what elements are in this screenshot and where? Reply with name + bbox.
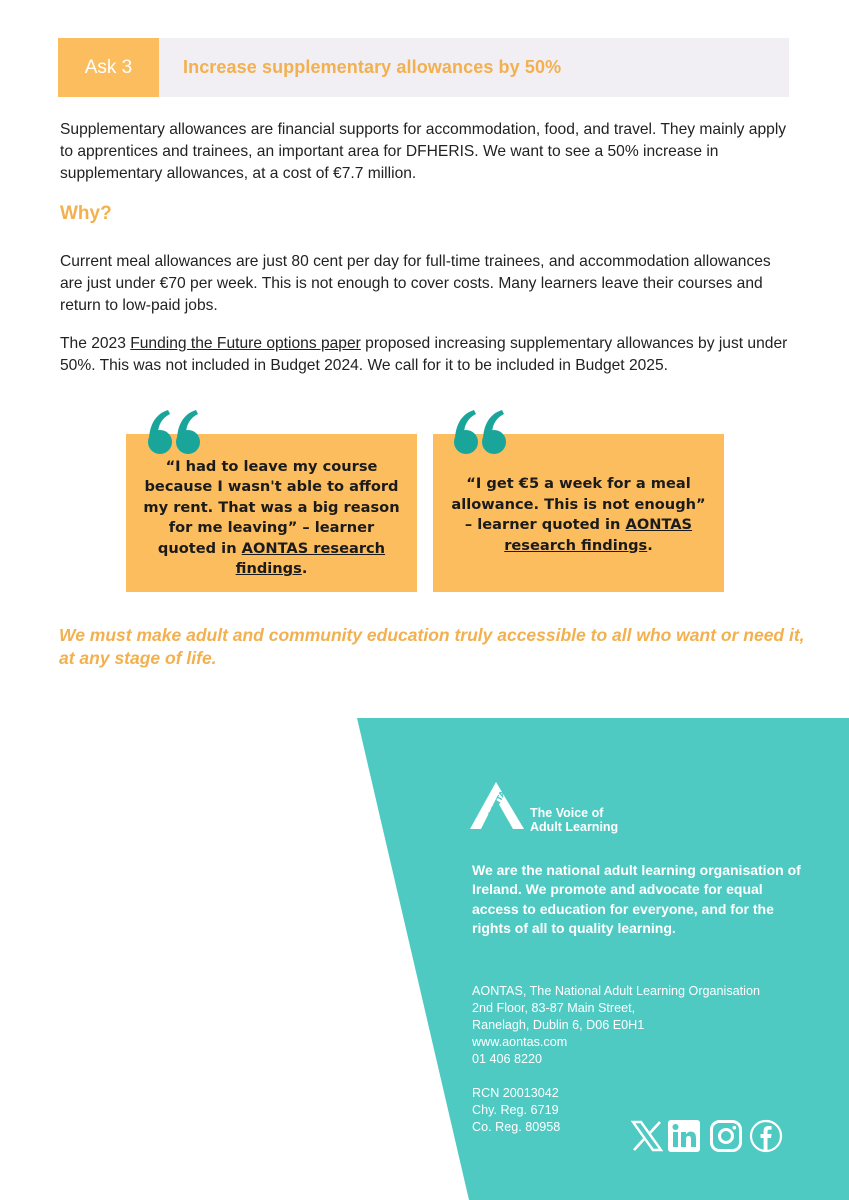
charity-reg: Chy. Reg. 6719: [472, 1103, 559, 1117]
address-line: AONTAS, The National Adult Learning Organisation: [472, 984, 760, 998]
quote-1-end: .: [301, 560, 308, 577]
instagram-icon[interactable]: [709, 1119, 743, 1153]
registration-block: [472, 1085, 560, 1136]
logo-word: AONTAS: [485, 784, 510, 819]
quote-2-end: .: [647, 536, 653, 554]
company-reg: Co. Reg. 80958: [472, 1120, 561, 1134]
quote-1-text: “I had to leave my course because I wasn't able to afford my rent. That was a big reason for me leaving” – learner quoted in: [143, 457, 400, 557]
aontas-research-link-1[interactable]: AONTAS research findings: [235, 539, 386, 577]
phone-number: 01 406 8220: [472, 1052, 543, 1066]
tagline-line-2: Adult Learning: [530, 820, 619, 834]
aontas-research-link-2[interactable]: AONTAS research findings: [504, 516, 693, 554]
quote-mark-icon: [146, 408, 206, 456]
logo-tagline: [530, 806, 618, 834]
address-line: 2nd Floor, 83-87 Main Street,: [472, 1001, 636, 1015]
quote-2: [451, 474, 706, 556]
ask-tag: Ask 3: [58, 38, 159, 97]
funding-paragraph: [60, 333, 790, 377]
quote-box-2: [433, 434, 724, 592]
intro-paragraph: Supplementary allowances are financial supports for accommodation, food, and travel. They mainly apply to apprentices and trainees, an important area for DFHERIS. We want to see a 50% increase in supplementary allowances, at a cost of €7.7 million.: [60, 121, 787, 182]
website-link[interactable]: www.aontas.com: [472, 1035, 568, 1049]
closing-statement: We must make adult and community education truly accessible to all who want or need it, at any stage of life.: [59, 625, 805, 668]
funding-text-after: proposed increasing supplementary allowances by just under 50%. This was not included in Budget 2024. We call for it to be included in Budget 2025.: [60, 335, 788, 374]
rcn-number: RCN 20013042: [472, 1086, 559, 1100]
quote-2-text: “I get €5 a week for a meal allowance. This is not enough” – learner quoted in: [451, 475, 706, 533]
ask-header: [58, 38, 789, 97]
tagline-line-1: The Voice of: [530, 806, 604, 820]
x-icon[interactable]: [630, 1119, 664, 1153]
quote-box-1: [126, 434, 417, 592]
funding-text-before: The 2023: [60, 335, 131, 352]
address-block: [472, 983, 760, 1068]
facebook-icon[interactable]: [749, 1119, 783, 1153]
linkedin-icon[interactable]: [667, 1119, 701, 1153]
quote-1: [141, 457, 403, 580]
ask-title: Increase supplementary allowances by 50%: [183, 57, 562, 77]
why-heading: Why?: [60, 203, 112, 224]
address-line: Ranelagh, Dublin 6, D06 E0H1: [472, 1018, 645, 1032]
quote-mark-icon: [452, 408, 512, 456]
why-paragraph: Current meal allowances are just 80 cent per day for full-time trainees, and accommodation allowances are just under €70 per week. This is not enough to cover costs. Many learners leave their courses and return to low-paid jobs.: [60, 253, 771, 314]
about-text: We are the national adult learning organisation of Ireland. We promote and advocate for equal access to education for everyone, and for the rights of all to quality learning.: [472, 862, 801, 936]
funding-the-future-link[interactable]: Funding the Future options paper: [130, 335, 361, 352]
